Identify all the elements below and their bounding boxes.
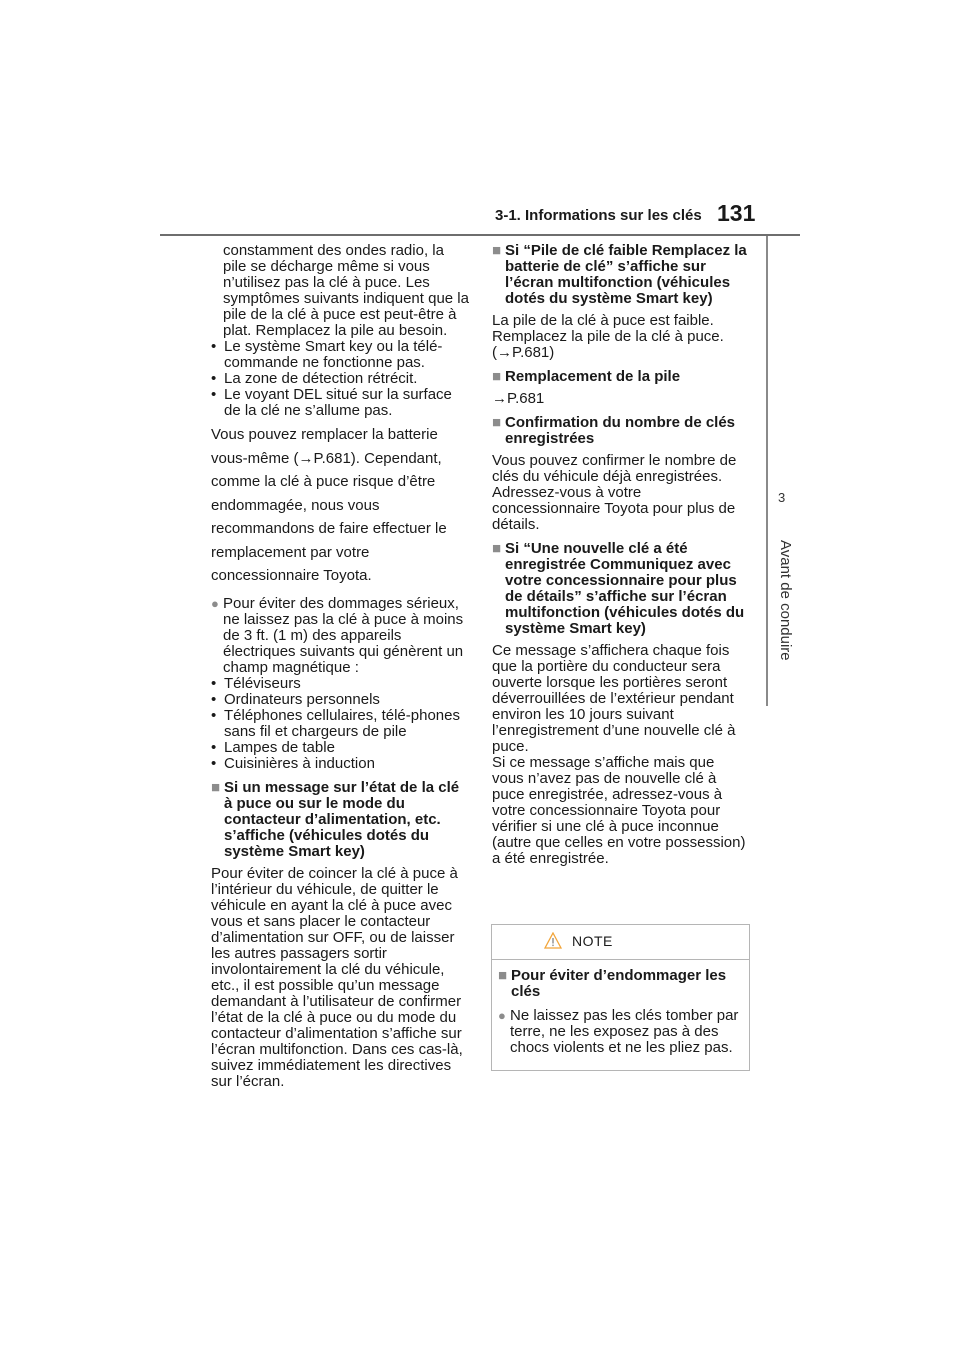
device-item: • Ordinateurs personnels — [211, 690, 380, 708]
low-battery-text: La pile de la clé à puce est faible. Remplacez la pile de la clé à puce. (→P.681) — [492, 312, 724, 361]
count-text: Vous pouvez confirmer le nombre de clés du véhicule déjà enregistrées. Adressez-vous à votre concessionnaire Toyota pour plus de détails. — [492, 452, 737, 533]
replace-heading: ■ Remplacement de la pile — [492, 368, 681, 385]
status-text: Pour éviter de coincer la clé à puce à l’intérieur du véhicule, de quitter le véhicule en ayant la clé à puce avec vous et sans placer le contacteur d’alimentation sur OFF, ou de laisser les autres passagers sortir involontairement la clé du véhicule, etc., il est possible qu’un message demandant à l’utilisateur de confirmer l’état de la clé à puce ou du mode du contacteur d’alimentation s’affiche sur l’écran multifonction. Dans ces cas-là, suivez immédiatement les directives sur l’écran. — [211, 864, 463, 1090]
new-key-text: Ce message s’affichera chaque fois que la portière du conducteur sera ouverte lorsque les portières seront déverrouillées de l’extérieur pendant environ les 10 jours suivant l’enregistrement d’une nouvelle clé à puce. — [492, 642, 736, 755]
side-tab-rule — [766, 236, 768, 706]
circle-bullet-icon: ● — [211, 595, 219, 611]
symptom-item: • Le voyant DEL situé sur la surface de la clé ne s’allume pas. — [211, 386, 452, 419]
header-rule — [160, 234, 800, 236]
symptom-item: • La zone de détection rétrécit. — [211, 370, 418, 387]
chapter-number: 3 — [778, 490, 786, 505]
left-column — [211, 243, 469, 1090]
note-heading: ■ Pour éviter d’endommager les clés — [498, 967, 727, 1000]
warning-triangle-icon — [544, 932, 562, 949]
new-key-text-2: Si ce message s’affiche mais que vous n’avez pas de nouvelle clé à puce enregistrée, adressez-vous à votre concessionnaire Toyota pour vérifier si une clé à puce inconnue (autre que celles en votre possession) a été enregistrée. — [492, 754, 746, 867]
note-header — [492, 925, 749, 960]
status-heading: ■ Si un message sur l’état de la clé à puce ou sur le mode du contacteur d’alimentation, etc. s’affiche (véhicules dotés du système Smart key) — [211, 778, 460, 860]
square-bullet-icon: ■ — [492, 414, 502, 431]
circle-bullet-icon: ● — [498, 1008, 506, 1023]
note-label: NOTE — [572, 933, 613, 949]
square-bullet-icon: ■ — [492, 242, 502, 259]
device-item: • Cuisinières à induction — [211, 754, 375, 772]
square-bullet-icon: ■ — [211, 778, 221, 796]
chapter-title-vertical — [776, 540, 796, 700]
new-key-heading: ■ Si “Une nouvelle clé a été enregistrée Communiquez avec votre concessionnaire pour plus de détails” s’affiche sur l’écran multifonction (véhicules dotés du système Smart key) — [492, 540, 745, 637]
square-bullet-icon: ■ — [492, 540, 502, 557]
low-battery-heading: ■ Si “Pile de clé faible Remplacez la batterie de clé” s’affiche sur l’écran multifonction (véhicules dotés du système Smart key) — [492, 242, 747, 307]
count-heading: ■ Confirmation du nombre de clés enregistrées — [492, 414, 736, 447]
square-bullet-icon: ■ — [492, 368, 502, 385]
note-box — [491, 924, 750, 1071]
symptom-item: • Le système Smart key ou la télé-commande ne fonctionne pas. — [211, 338, 443, 371]
header-section-title: 3-1. Informations sur les clés — [495, 207, 702, 224]
replace-paragraph: Vous pouvez remplacer la batterie vous-même (→P.681). Cependant, comme la clé à puce risque d’être endommagée, nous vous recommandons de faire effectuer le remplacement par votre concessionnaire Toyota. — [211, 426, 447, 584]
device-item: • Lampes de table — [211, 738, 335, 756]
note-text: ● Ne laissez pas les clés tomber par terre, ne les exposez pas à des chocs violents et ne les pliez pas. — [498, 1007, 739, 1056]
device-item: • Téléphones cellulaires, télé-phones sans fil et chargeurs de pile — [211, 706, 460, 740]
continued-text: constamment des ondes radio, la pile se décharge même si vous n’utilisez pas la clé à puce. Les symptômes suivants indiquent que la pile de la clé à puce est peut-être à plat. Remplacez la pile au besoin. — [223, 242, 469, 339]
damage-note: ● Pour éviter des dommages sérieux, ne laissez pas la clé à puce à moins de 3 ft. (1 m) des appareils électriques suivants qui génèrent un champ magnétique : — [211, 594, 464, 676]
replace-reference: →P.681 — [492, 390, 545, 407]
note-body — [492, 960, 749, 1056]
square-bullet-icon: ■ — [498, 967, 508, 984]
chapter-title: Avant de conduire — [777, 540, 794, 661]
right-column — [492, 243, 750, 867]
device-item: • Téléviseurs — [211, 674, 301, 692]
page-number: 131 — [717, 200, 756, 226]
